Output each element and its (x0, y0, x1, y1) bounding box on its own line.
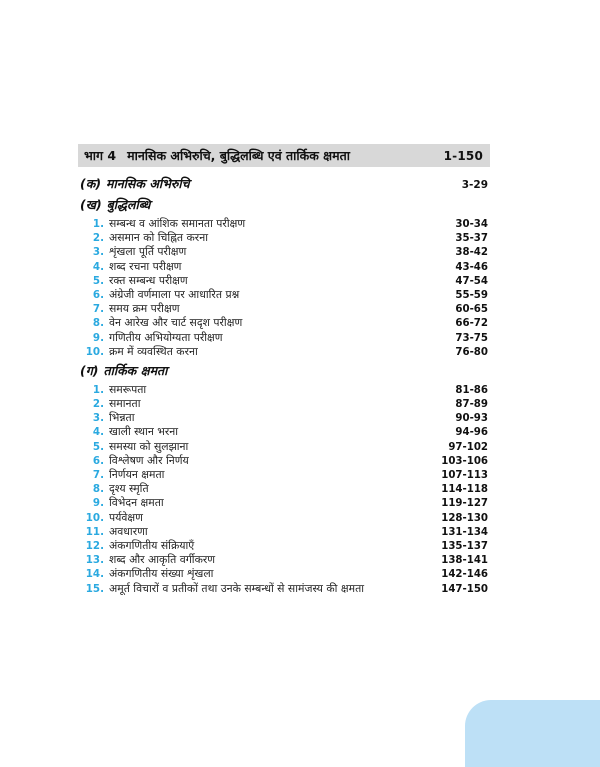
toc-item-row (78, 468, 488, 482)
item-number: 7. (92, 469, 104, 481)
item-title: अवधारणा (109, 524, 148, 538)
item-title: समय क्रम परीक्षण (109, 302, 180, 316)
item-title: असमान को चिह्नित करना (109, 231, 208, 245)
item-title: रक्त सम्बन्ध परीक्षण (109, 273, 188, 287)
item-title: सम्बन्ध व आंशिक समानता परीक्षण (109, 217, 246, 230)
item-number: 5. (92, 440, 104, 453)
item-page-range: 131-134 (441, 526, 488, 538)
item-page-range: 66-72 (455, 318, 488, 330)
section-title: मानसिक अभिरुचि (106, 176, 190, 191)
section-heading (78, 196, 488, 217)
item-title: निर्णयन क्षमता (109, 468, 165, 481)
item-number: 4. (92, 426, 104, 439)
item-page-range: 43-46 (455, 261, 488, 273)
toc-item-row (78, 331, 488, 345)
item-title: खाली स्थान भरना (109, 425, 179, 439)
item-number: 12. (85, 539, 104, 552)
item-number: 9. (92, 331, 104, 344)
toc-item-row (78, 567, 488, 581)
item-page-range: 103-106 (441, 455, 488, 467)
item-page-range: 47-54 (455, 275, 488, 287)
item-page-range: 35-37 (455, 233, 488, 245)
item-page-range: 81-86 (455, 384, 488, 396)
item-number: 2. (92, 232, 104, 245)
item-page-range: 30-34 (455, 219, 488, 230)
toc-item-row (78, 440, 488, 454)
item-number: 15. (85, 582, 104, 595)
item-number: 1. (92, 218, 104, 230)
item-page-range: 135-137 (441, 540, 488, 552)
toc-item-row (78, 582, 488, 596)
item-title: दृश्य स्मृति (109, 482, 149, 496)
item-title: समानता (109, 397, 141, 411)
item-number: 4. (92, 260, 104, 273)
item-title: समस्या को सुलझाना (109, 439, 189, 453)
item-number: 5. (92, 274, 104, 287)
item-title: अंग्रेजी वर्णमाला पर आधारित प्रश्न (109, 287, 240, 301)
item-number: 6. (92, 288, 104, 301)
item-page-range: 55-59 (455, 289, 488, 301)
item-title: शब्द रचना परीक्षण (109, 259, 182, 273)
item-page-range: 147-150 (441, 583, 488, 595)
item-number: 3. (92, 246, 104, 259)
item-number: 10. (85, 345, 104, 358)
item-number: 6. (92, 454, 104, 467)
item-title: शब्द और आकृति वर्गीकरण (109, 553, 216, 567)
section-title: तार्किक क्षमता (103, 362, 168, 378)
toc-item-row (78, 288, 488, 302)
toc-item-row (78, 511, 488, 525)
part-title: मानसिक अभिरुचि, बुद्धिलब्धि एवं तार्किक क्षमता (127, 148, 350, 163)
item-title: समरूपता (109, 382, 147, 396)
item-page-range: 142-146 (441, 569, 488, 581)
item-title: अमूर्त विचारों व प्रतीकों तथा उनके सम्बन्धों से सामंजस्य की क्षमता (109, 581, 365, 595)
item-title: वेन आरेख और चार्ट सदृश परीक्षण (109, 316, 243, 330)
part-number-label: भाग 4 (84, 148, 117, 163)
item-page-range: 107-113 (441, 470, 488, 481)
toc-item-row (78, 539, 488, 553)
item-number: 10. (85, 511, 104, 524)
item-number: 8. (92, 483, 104, 496)
part-header-text (84, 147, 350, 164)
section-label: (ग) (80, 362, 99, 378)
section-title: बुद्धिलब्धि (106, 197, 151, 212)
toc-item-row (78, 425, 488, 439)
toc-item-row (78, 525, 488, 539)
item-page-range: 119-127 (441, 498, 488, 510)
toc-item-row (78, 245, 488, 259)
item-page-range: 76-80 (455, 346, 488, 358)
toc-sections (78, 175, 488, 596)
corner-decoration (465, 700, 600, 767)
item-page-range: 38-42 (455, 247, 488, 259)
item-title: अंकगणितीय संक्रियाएँ (109, 538, 195, 552)
item-number: 7. (92, 303, 104, 316)
toc-item-row (78, 383, 488, 397)
item-page-range: 97-102 (448, 441, 488, 453)
section-heading (78, 362, 488, 383)
part-page-range: 1-150 (443, 148, 483, 163)
item-page-range: 94-96 (455, 427, 488, 439)
toc-item-row (78, 231, 488, 245)
item-title: पर्यवेक्षण (109, 510, 143, 524)
item-number: 8. (92, 317, 104, 330)
toc-item-row (78, 302, 488, 316)
item-page-range: 114-118 (441, 484, 488, 496)
toc-item-row (78, 411, 488, 425)
item-number: 11. (85, 525, 104, 538)
item-number: 14. (85, 568, 104, 581)
toc-item-row (78, 482, 488, 496)
part-header-bar (78, 144, 490, 167)
item-page-range: 60-65 (455, 304, 488, 316)
toc-item-row (78, 260, 488, 274)
toc-item-row (78, 496, 488, 510)
section-item-list (78, 383, 488, 596)
item-title: विश्लेषण और निर्णय (109, 453, 189, 467)
toc-item-row (78, 274, 488, 288)
section-label: (ख) (80, 197, 102, 212)
toc-item-row (78, 217, 488, 231)
toc-item-row (78, 345, 488, 359)
item-title: शृंखला पूर्ति परीक्षण (109, 245, 187, 259)
section-item-list (78, 217, 488, 359)
toc-item-row (78, 553, 488, 567)
toc-item-row (78, 316, 488, 330)
item-title: भिन्नता (109, 411, 135, 425)
item-title: विभेदन क्षमता (109, 496, 164, 510)
item-title: अंकगणितीय संख्या शृंखला (109, 567, 214, 581)
item-page-range: 87-89 (455, 399, 488, 411)
toc-item-row (78, 454, 488, 468)
item-title: गणितीय अभियोग्यता परीक्षण (109, 330, 223, 344)
section-page-range: 3-29 (461, 179, 488, 191)
section-heading (78, 175, 488, 196)
item-title: क्रम में व्यवस्थित करना (109, 344, 198, 358)
section-label: (क) (80, 176, 102, 191)
item-page-range: 128-130 (441, 512, 488, 524)
item-number: 3. (92, 412, 104, 425)
item-number: 9. (92, 497, 104, 510)
item-page-range: 138-141 (441, 555, 488, 567)
toc-item-row (78, 397, 488, 411)
item-number: 1. (92, 383, 104, 396)
item-number: 2. (92, 398, 104, 411)
item-page-range: 90-93 (455, 413, 488, 425)
item-number: 13. (85, 554, 104, 567)
item-page-range: 73-75 (455, 332, 488, 344)
